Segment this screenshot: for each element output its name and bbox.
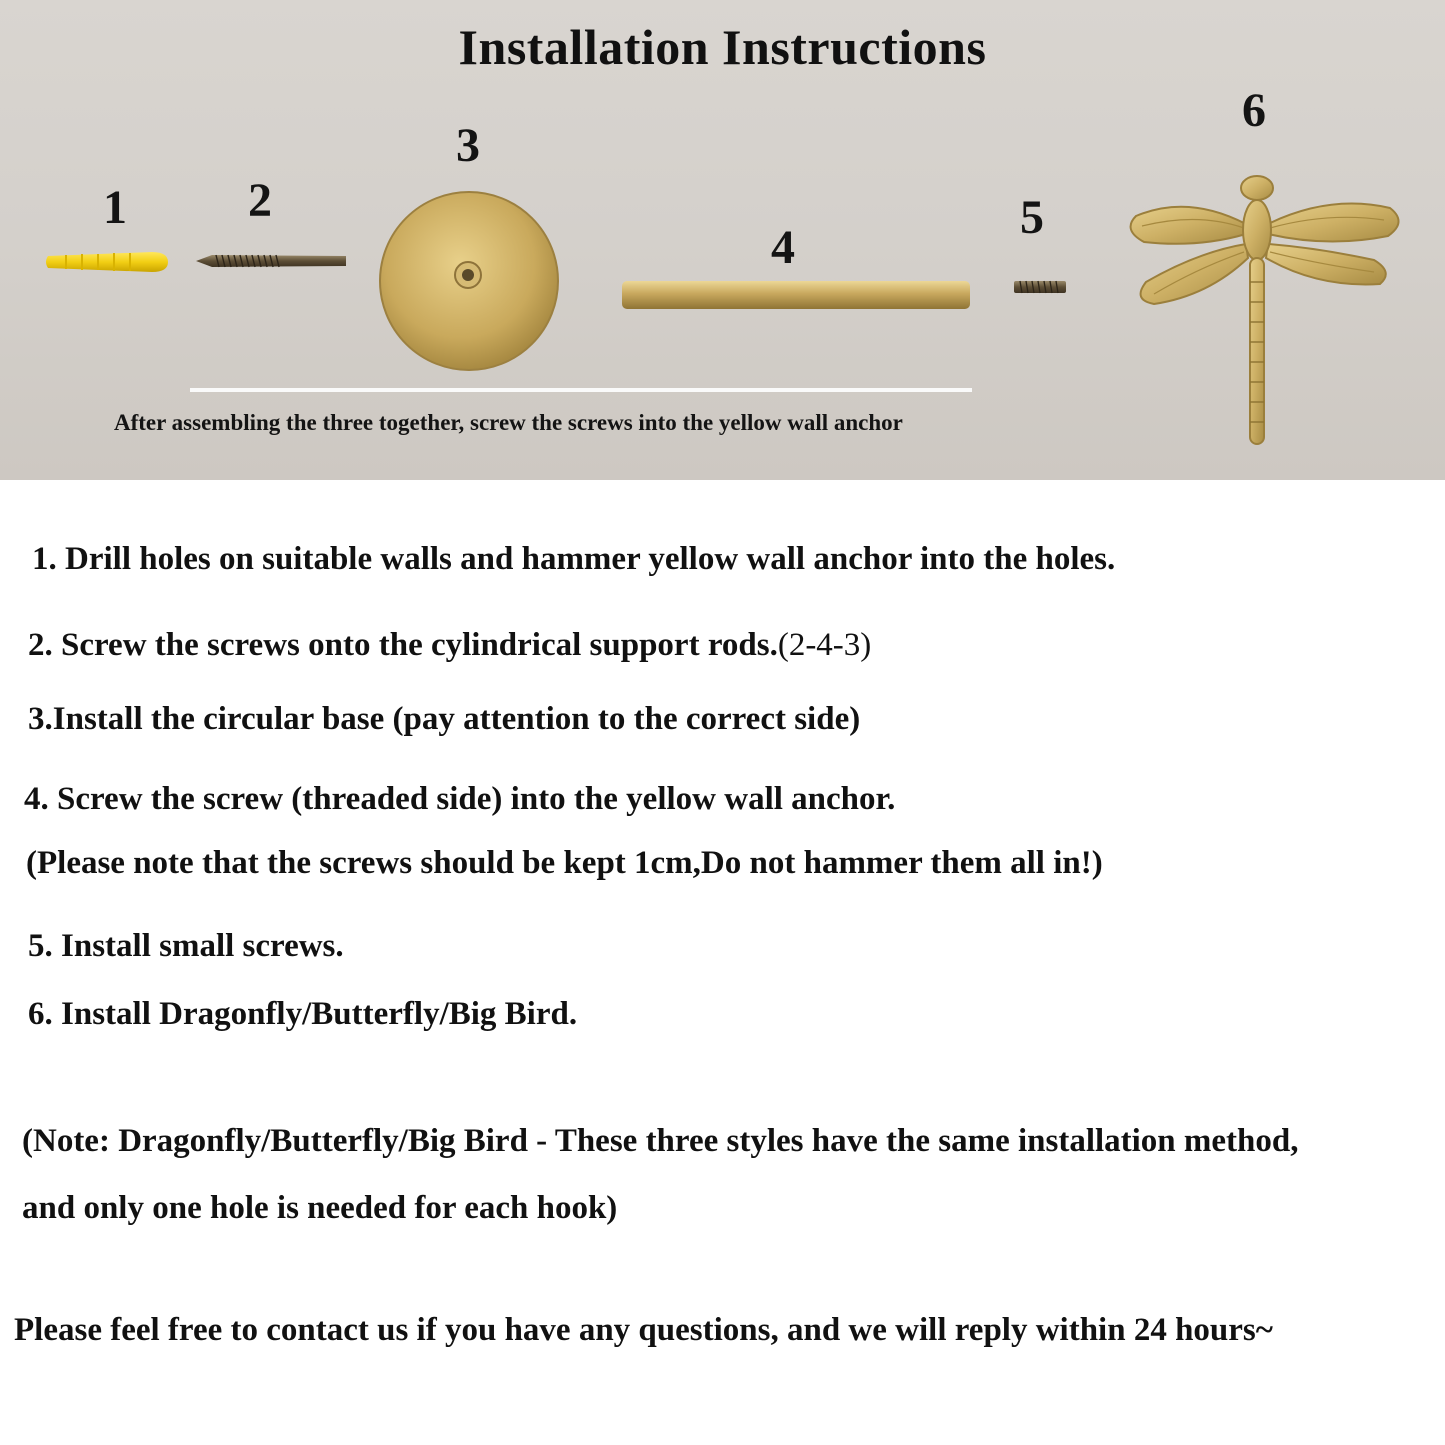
part-number-3: 3 <box>456 119 480 172</box>
step-5: 5. Install small screws. <box>28 928 344 964</box>
step-2-text: 2. Screw the screws onto the cylindrical support rods. <box>28 627 778 663</box>
step-6: 6. Install Dragonfly/Butterfly/Big Bird. <box>28 996 578 1032</box>
part-number-2: 2 <box>248 174 272 227</box>
step-4-note: (Please note that the screws should be kept 1cm,Do not hammer them all in!) <box>26 845 1103 881</box>
support-rod-image <box>620 278 972 312</box>
part-number-6: 6 <box>1242 84 1266 137</box>
assembly-group-underline <box>190 388 972 392</box>
step-3: 3.Install the circular base (pay attention to the correct side) <box>28 701 861 737</box>
contact-message: Please feel free to contact us if you have any questions, and we will reply within 24 hours~ <box>14 1312 1273 1348</box>
part-number-4: 4 <box>771 221 795 274</box>
dragonfly-image <box>1118 172 1408 454</box>
product-photo <box>0 0 1445 480</box>
long-screw-image <box>194 250 350 272</box>
step-1: 1. Drill holes on suitable walls and hammer yellow wall anchor into the holes. <box>32 541 1116 577</box>
circular-base-image <box>376 188 562 374</box>
part-number-1: 1 <box>103 181 127 234</box>
part-number-5: 5 <box>1020 191 1044 244</box>
photo-caption: After assembling the three together, screw the screws into the yellow wall anchor <box>114 410 903 435</box>
note-line-2: and only one hole is needed for each hook) <box>22 1190 618 1226</box>
step-4: 4. Screw the screw (threaded side) into the yellow wall anchor. <box>24 781 896 817</box>
step-2-order: (2-4-3) <box>777 627 872 663</box>
small-screw-image <box>1012 278 1068 296</box>
page-title: Installation Instructions <box>458 19 987 75</box>
step-2 <box>28 627 871 664</box>
note-line-1: (Note: Dragonfly/Butterfly/Big Bird - These three styles have the same installation method, <box>22 1123 1299 1159</box>
wall-anchor-image <box>44 244 174 280</box>
